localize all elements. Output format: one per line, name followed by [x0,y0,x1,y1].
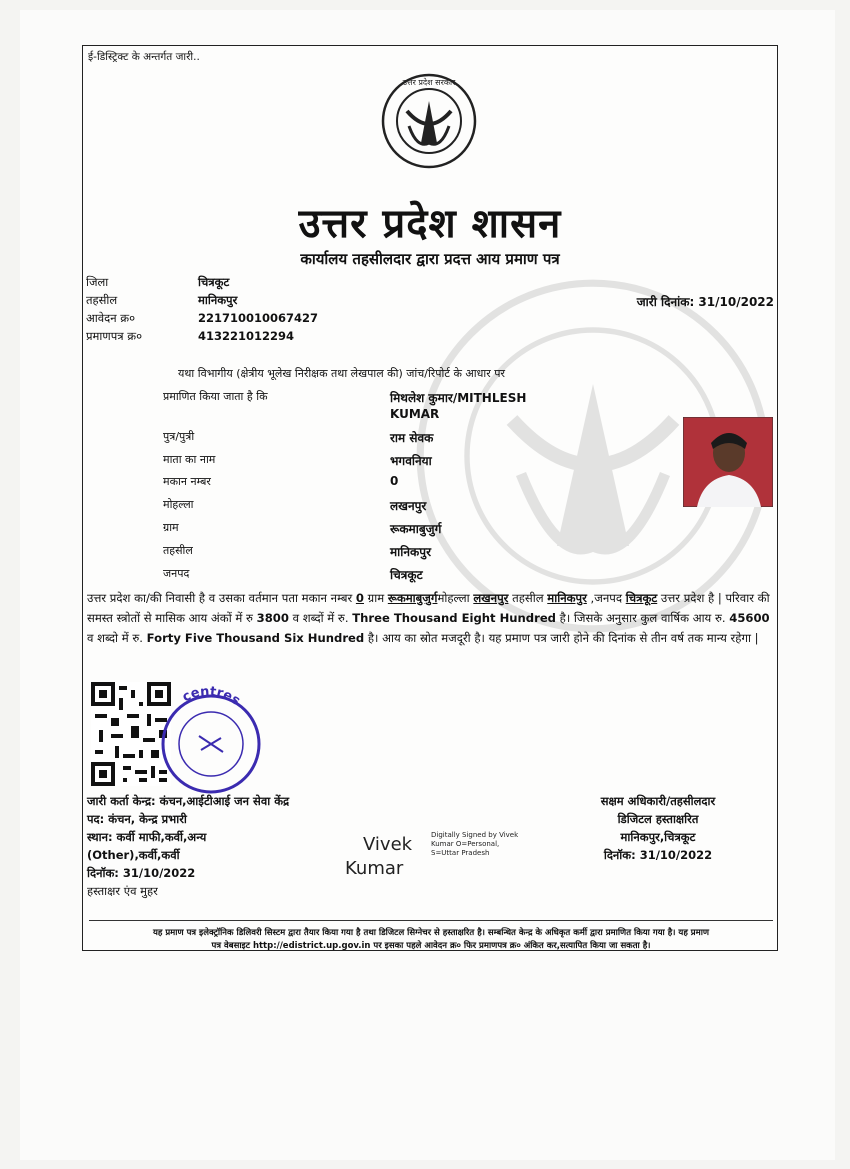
digital-signature-details [431,831,518,858]
meta-label: जिला [86,275,109,289]
signature-detail-line: S=Uttar Pradesh [431,849,490,857]
field-value-parent: राम सेवक [390,431,434,445]
document-sheet [20,10,835,1160]
paragraph-text: उत्तर प्रदेश है | परिवार की समस्त स्त्रोतों से मासिक आय अंकों में रु [87,591,770,625]
meta-label: आवेदन क्र० [86,311,136,325]
paragraph-text: है। आय का स्रोत मजदूरी है। यह प्रमाण पत्र जारी होने की दिनांक से तीन वर्ष तक मान्य रहेगा | [364,631,759,645]
paragraph-district: चित्रकूट [625,591,658,605]
field-value-mohalla: लखनपुर [390,499,427,513]
certificate-frame [82,45,778,951]
paragraph-mohalla: लखनपुर [473,591,509,605]
up-emblem-icon [379,71,479,171]
digital-signature-name [345,833,413,881]
paragraph-text: व शब्दो में रु. [87,631,147,645]
emblem-text: उत्तर प्रदेश सरकार [402,78,456,87]
officer-date: दिनॉक: 31/10/2022 [603,848,713,862]
paragraph-text: उत्तर प्रदेश का/की निवासी है व उसका वर्तमान पता मकान नम्बर [87,591,356,605]
issue-date: जारी दिनांक: 31/10/2022 [636,295,774,309]
paragraph-text: ग्राम [363,591,388,605]
officer-designation: सक्षम अधिकारी/तहसीलदार [600,794,716,808]
paragraph-text: तहसील [508,591,548,605]
signature-detail-line: Digitally Signed by Vivek [431,831,519,839]
officer-digitally-signed: डिजिटल हस्ताक्षरित [617,812,699,826]
svg-text:centres [180,686,243,709]
field-value-name: मिथलेश कुमार/MITHLESH [390,391,527,405]
field-label-mother: माता का नाम [163,453,216,466]
sign-and-seal-label: हस्ताक्षर एंव मुहर [87,884,158,898]
issuer-center-line: जारी कर्ता केन्द्र: कंचन,आईटीआई जन सेवा केंद्र [87,794,290,808]
field-label-district: जनपद [163,567,190,580]
field-label-tehsil: तहसील [163,544,193,557]
monthly-income-words: Three Thousand Eight Hundred [352,611,556,625]
meta-value: चित्रकूट [198,275,230,289]
stamp-text: centres [180,686,243,709]
paragraph-text: मोहल्ला [437,591,474,605]
edistrict-note: ई-डिस्ट्रिक्ट के अन्तर्गत जारी.. [88,51,200,63]
meta-value: 413221012294 [198,329,295,343]
paragraph-text: व शब्दों में रु. [288,611,353,625]
field-value-tehsil: मानिकपुर [390,545,431,559]
issuer-center-block [87,792,289,900]
meta-label: तहसील [86,293,118,307]
signature-detail-line: Kumar O=Personal, [431,840,500,848]
government-title: उत्तर प्रदेश शासन [298,200,562,247]
field-value-district: चित्रकूट [390,568,423,582]
basis-text: यथा विभागीय (क्षेत्रीय भूलेख निरीक्षक तथा लेखपाल की) जांच/रिपोर्ट के आधार पर [178,367,505,380]
field-value-mother: भगवनिया [390,454,432,468]
certificate-subtitle: कार्यालय तहसीलदार द्वारा प्रदत्त आय प्रमाण पत्र [300,250,560,268]
competent-officer-block [563,792,753,864]
field-label-certified: प्रमाणित किया जाता है कि [163,390,268,403]
signature-last-name: Kumar [345,858,404,879]
signature-first-name: Vivek [363,834,413,855]
paragraph-text: ,जनपद [586,591,626,605]
paragraph-text: है। जिसके अनुसार कुल वार्षिक आय रु. [556,611,730,625]
issuer-location-cont: (Other),कर्वी,कर्वी [87,848,180,862]
issuer-location: स्थान: कर्वी माफी,कर्वी,अन्य [87,830,207,844]
field-label-village: ग्राम [163,521,179,534]
field-label-parent: पुत्र/पुत्री [163,430,195,443]
paragraph-village: रूकमाबुजुर्ग [387,591,438,605]
field-label-house: मकान नम्बर [163,475,211,488]
field-value-house: 0 [390,474,399,488]
applicant-photo [683,417,773,507]
footer-line: यह प्रमाण पत्र इलेक्ट्रॉनिक डिलिवरी सिस्टम द्वारा तैयार किया गया है तथा डिजिटल सिग्नेचर से हस्ताक्षरित है। सम्बन्धित केन्द्र के अधिकृत कर्मी द्वारा प्रमाणित किया गया है। यह प्रमाण [152,928,710,938]
meta-label: प्रमाणपत्र क्र० [86,329,143,343]
meta-value: 221710010067427 [198,311,319,325]
paragraph-tehsil: मानिकपुर [547,591,587,605]
issuer-designation: पद: कंचन, केन्द्र प्रभारी [87,812,187,826]
issuer-date: दिनॉक: 31/10/2022 [87,866,196,880]
certificate-paragraph [87,588,775,648]
field-value-name-cont: KUMAR [390,407,440,421]
field-value-village: रूकमाबुजुर्ग [390,522,442,536]
verification-footer [89,920,773,953]
footer-line: पत्र वेबसाइट http://edistrict.up.gov.in पर इसका पहले आवेदन क्र० फिर प्रमाणपत्र क्र० अंकित कर,सत्यापित किया जा सकता है। [211,941,651,951]
annual-income-words: Forty Five Thousand Six Hundred [146,631,365,645]
officer-location: मानिकपुर,चित्रकूट [620,830,696,844]
meta-value: मानिकपुर [198,293,238,307]
annual-income-number: 45600 [729,611,770,625]
center-stamp-icon [141,686,271,796]
paragraph-house: 0 [355,591,364,605]
field-label-mohalla: मोहल्ला [163,498,194,511]
monthly-income-number: 3800 [256,611,289,625]
